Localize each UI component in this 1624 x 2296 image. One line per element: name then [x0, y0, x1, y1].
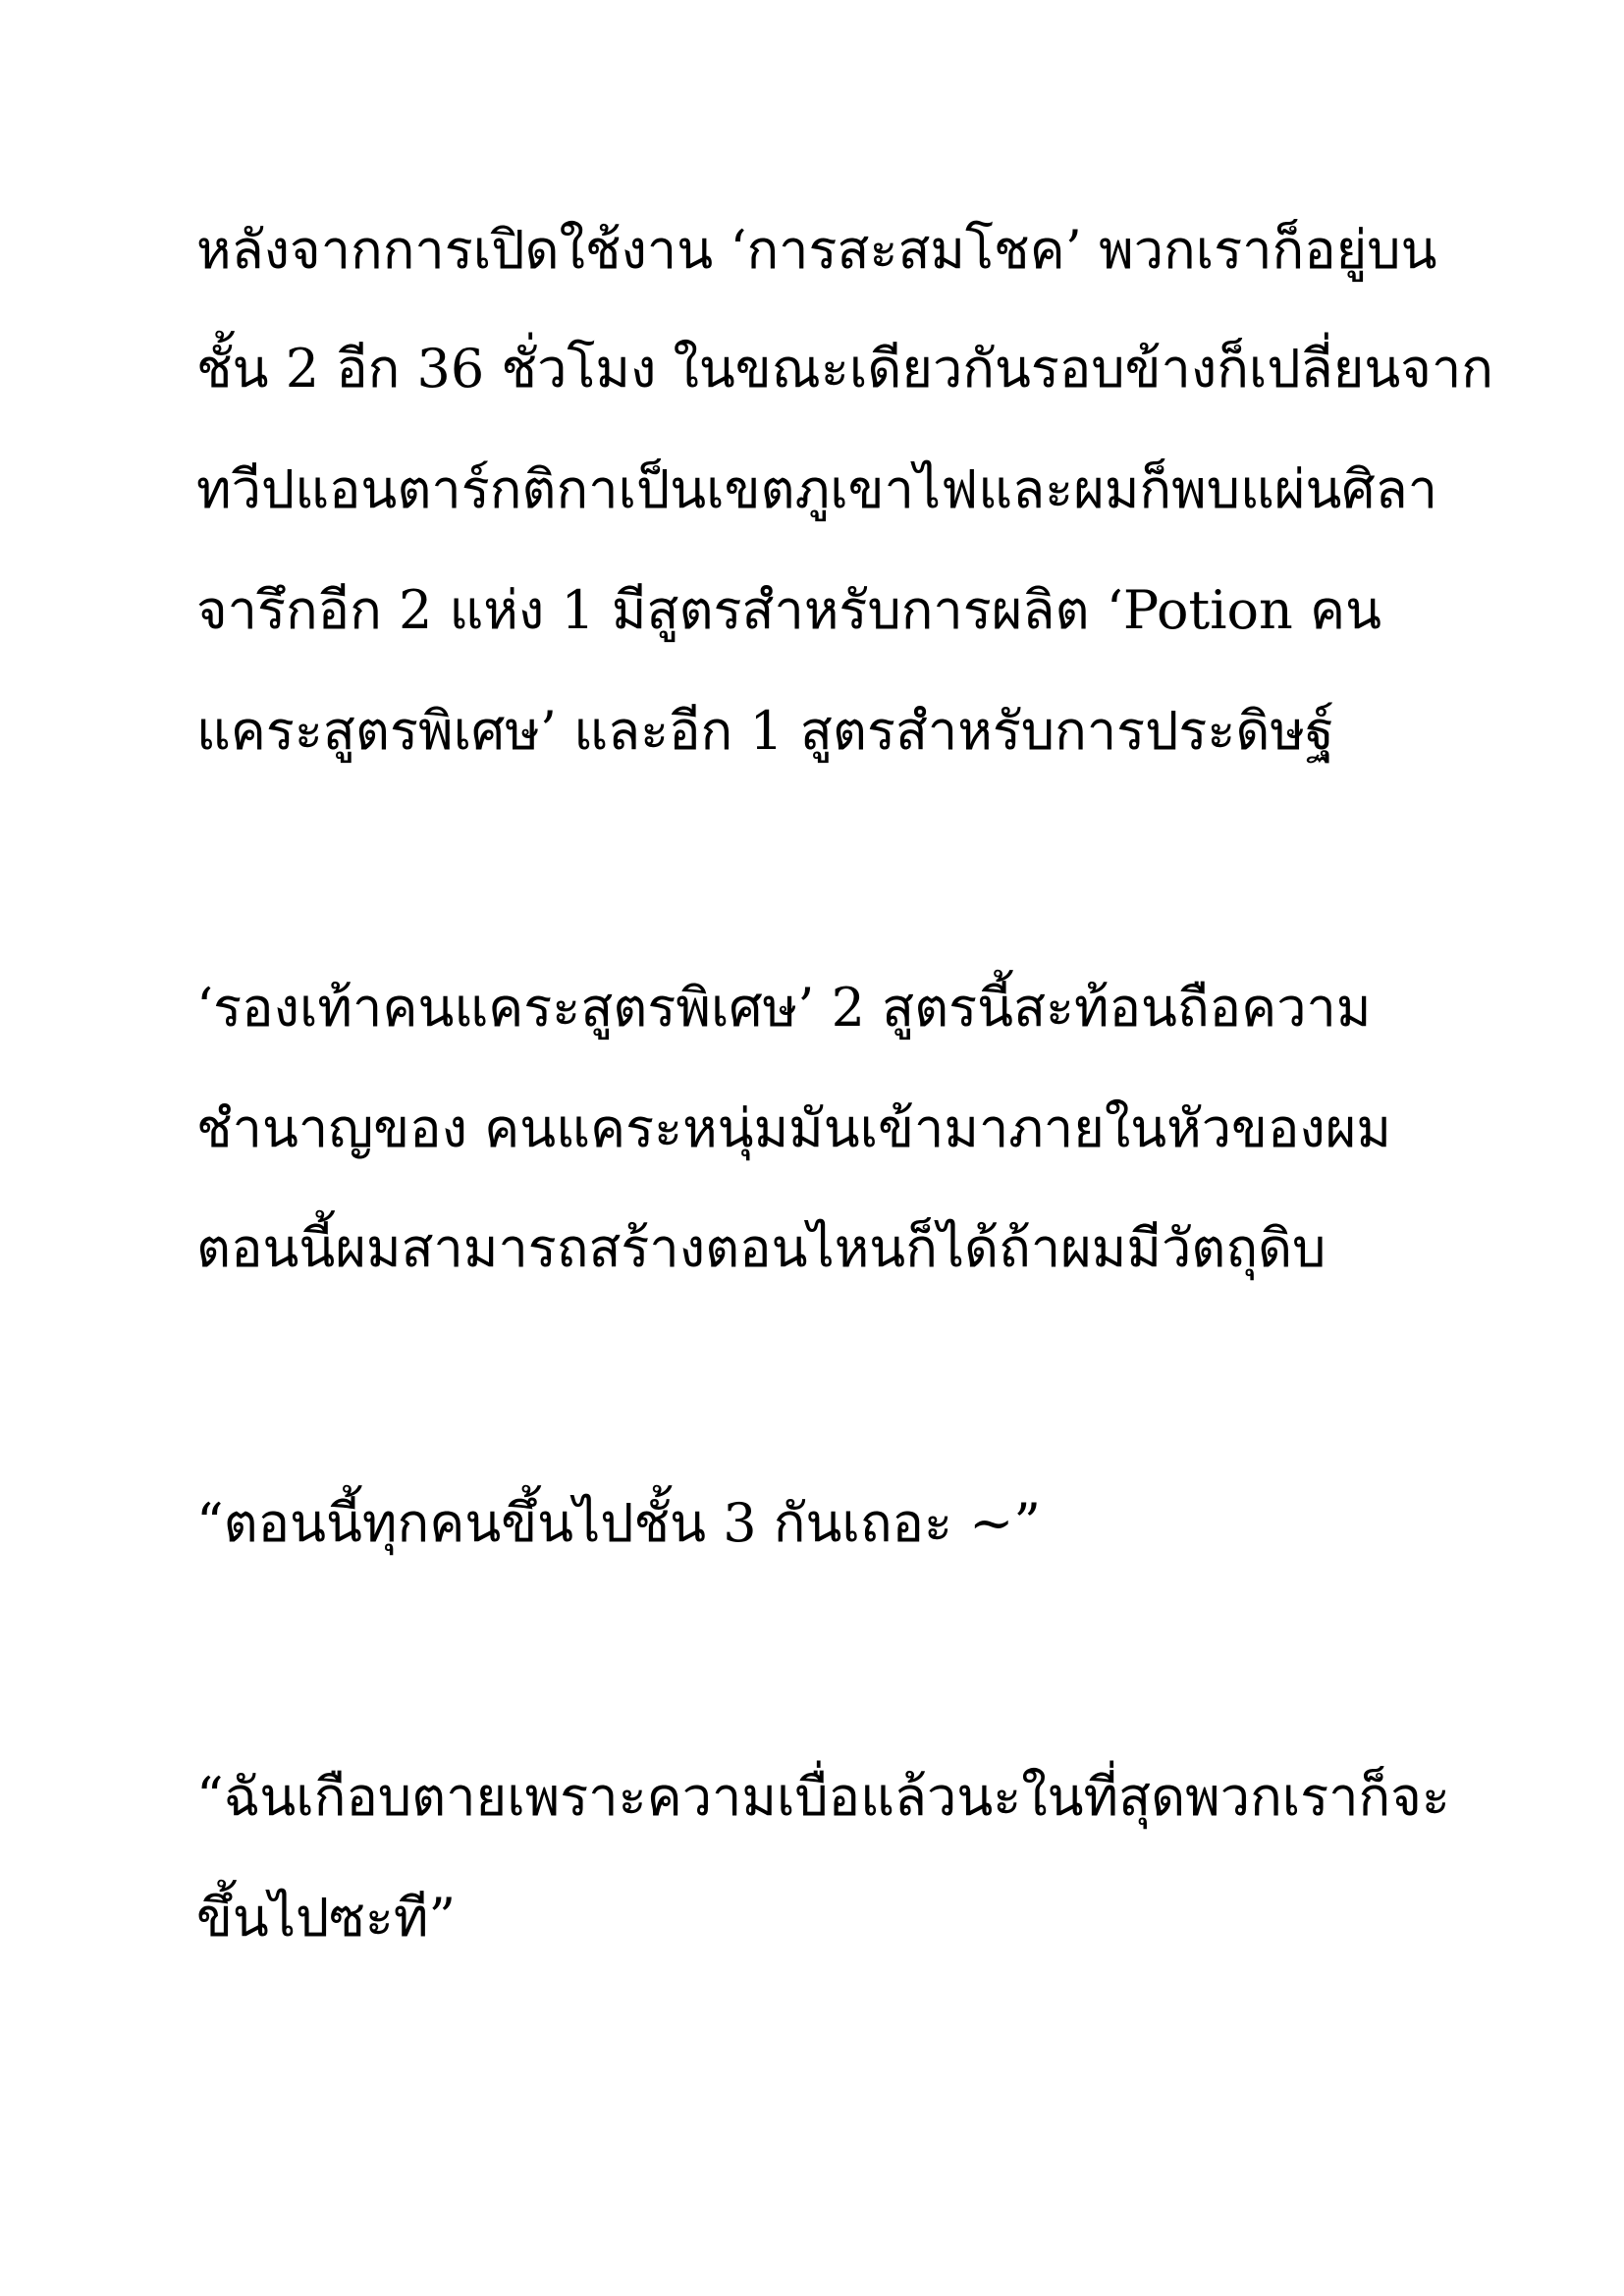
paragraph-4-line-1: “ฉันเกือบตายเพราะความเบื่อแล้วนะในที่สุดพวกเราก็จะ [196, 1766, 1450, 1828]
paragraph-2-line-1: ‘รองเท้าคนแคระสูตรพิเศษ’ 2 สูตรนี้สะท้อนถือความ [196, 977, 1372, 1039]
paragraph-1-line-3: ทวีปแอนตาร์กติกาเป็นเขตภูเขาไฟและผมก็พบแผ่นศิลา [196, 458, 1438, 520]
paragraph-1-line-4: จารึกอีก 2 แห่ง 1 มีสูตรสำหรับการผลิต ‘Potion คน [196, 579, 1381, 641]
paragraph-2-line-2: ชำนาญของ คนแคระหนุ่มมันเข้ามาภายในหัวของผม [196, 1097, 1392, 1159]
paragraph-1-line-2: ชั้น 2 อีก 36 ชั่วโมง ในขณะเดียวกันรอบข้างก็เปลี่ยนจาก [196, 338, 1493, 400]
paragraph-4-line-2: ขึ้นไปซะที” [196, 1887, 457, 1949]
paragraph-2-line-3: ตอนนี้ผมสามารถสร้างตอนไหนก็ได้ถ้าผมมีวัตถุดิบ [196, 1217, 1326, 1279]
paragraph-1-line-1: หลังจากการเปิดใช้งาน ‘การสะสมโชค’ พวกเราก็อยู่บน [196, 219, 1437, 281]
paragraph-3-line-1: “ตอนนี้ทุกคนขึ้นไปชั้น 3 กันเถอะ ~” [196, 1492, 1041, 1554]
paragraph-1-line-5: แคระสูตรพิเศษ’ และอีก 1 สูตรสำหรับการประดิษฐ์ [196, 700, 1334, 762]
